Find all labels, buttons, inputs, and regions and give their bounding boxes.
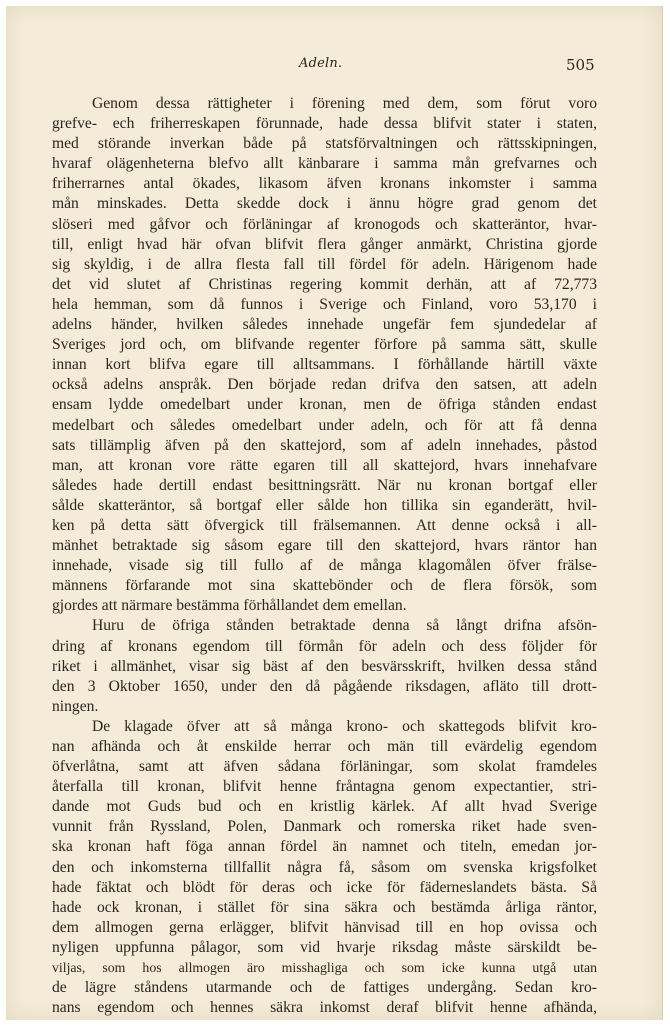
text-line: den och inkomsterna tillfallit några få, såsom om svenska krigsfolket xyxy=(52,858,597,876)
text-line: det vid slutet af Christinas regering kommit derhän, att af 72,773 xyxy=(52,275,597,293)
text-line: viljas, som hos allmogen äro misshagliga och som icke kunna utgå utan xyxy=(52,960,597,976)
text-line: medelbart och således omedelbart under adeln, och för att få denna xyxy=(52,416,597,434)
text-line: nyligen uppfunna pålagor, som vid hvarje riksdag måste särskildt be- xyxy=(52,938,597,956)
text-line: friherrarnes antal ökades, likasom äfven kronans inkomster i samma xyxy=(52,175,597,193)
text-line: också adelns anspråk. Den började redan drifva den satsen, att adeln xyxy=(52,376,597,394)
text-line: ensam lydde omedelbart under kronan, men de öfriga stånden endast xyxy=(52,396,597,414)
text-line: männens förfarande mot sina skattebönder och de flera försök, som xyxy=(52,577,597,595)
text-line: dande mot Guds bud och en kristlig kärlek. Af allt hvad Sverige xyxy=(52,798,597,816)
text-line: slöseri med gåfvor och förläningar af kronogods och skatteräntor, hvar- xyxy=(52,215,597,233)
text-line: sats tillämplig äfven på den skattejord, som af adeln innehades, påstod xyxy=(52,436,597,454)
text-line: nan afhända och åt enskilde herrar och män till evärdelig egendom xyxy=(52,738,597,755)
text-line: innan kort blifva egare till alltsammans. I förhållande härtill växte xyxy=(52,356,597,374)
text-line: De klagade öfver att så många krono- och skattegods blifvit kro- xyxy=(92,717,597,735)
text-line: ska kronan haft föga annan fördel än namnet och titeln, emedan jor- xyxy=(52,838,597,856)
text-line: gjordes att närmare bestämma förhållandet dem emellan. xyxy=(52,597,407,615)
text-line: ken på detta sätt öfvergick till frälsemannen. Att denne också i all- xyxy=(52,516,597,534)
text-line: till, enligt hvad här ofvan blifvit flera gånger anmärkt, Christina gjorde xyxy=(52,235,597,253)
book-page xyxy=(6,6,663,1020)
text-line: dring af kronans egendom till förmån för adeln och dess följder för xyxy=(52,637,597,655)
text-line: vunnit från Ryssland, Polen, Danmark och romerska riket hade sven- xyxy=(52,818,597,836)
text-line: sålde skatteräntor, så bortgaf eller sålde hon tillika sin eganderätt, hvil- xyxy=(52,496,597,514)
text-line: hade ock kronan, i stället för sina säkra och bestämda årliga räntor, xyxy=(52,898,597,916)
text-line: hvaraf olägenheterna blefvo allt känbarare i samma mån grefvarnes och xyxy=(52,155,597,173)
text-line: hela hemman, som då funnos i Sverige och Finland, voro 53,170 i xyxy=(52,295,597,313)
text-line: återfalla till kronan, blifvit henne fråntagna genom expectantier, stri- xyxy=(52,778,597,796)
text-line: Genom dessa rättigheter i förening med dem, som förut voro xyxy=(92,95,597,112)
text-line: nans egendom och hennes säkra inkomst deraf blifvit henne afhända, xyxy=(52,999,597,1017)
text-line: ningen. xyxy=(52,697,99,715)
text-line: Sveriges jord och, om blifvande regenter förfore på samma sätt, skulle xyxy=(52,336,597,354)
text-line: riket i allmänhet, visar sig bäst af den besvärsskrift, hvilken dessa stånd xyxy=(52,657,597,675)
text-line: hade fäktat och blödt för deras och icke för fäderneslandets bästa. Så xyxy=(52,878,597,896)
text-line: mån minskades. Detta skedde dock i ännu högre grad genom det xyxy=(52,195,597,213)
text-line: grefve- ech friherreskapen förunnade, hade dessa blifvit stater i staten, xyxy=(52,115,597,133)
text-line: den 3 Oktober 1650, under den då pågående riksdagen, afläto till drott- xyxy=(52,677,597,695)
text-line: Huru de öfriga stånden betraktade denna så långt drifna afsön- xyxy=(92,617,597,635)
text-line: dem allmogen gerna erlägger, blifvit hänvisad till en hop ovissa och xyxy=(52,918,597,936)
running-title: Adeln. xyxy=(299,56,343,71)
text-line: man, att kronan vore rätte egaren till all skattejord, hvars innehafvare xyxy=(52,456,597,474)
body-text xyxy=(52,94,597,1018)
text-line: öfverlåtna, samt att äfven sådana förläningar, som skolat framdeles xyxy=(52,758,597,776)
text-line: adelns händer, hvilken således innehade ungefär fem sjundedelar af xyxy=(52,316,597,334)
text-line: innehade, visade sig till fullo af de många klagomålen öfver frälse- xyxy=(52,557,597,575)
text-line: mänhet betraktade sig såsom egare till den skattejord, hvars räntor han xyxy=(52,537,597,555)
text-line: sig skyldig, i de allra flesta fall till fördel för adeln. Härigenom hade xyxy=(52,255,597,273)
text-line: med störande inverkan både på statsförvaltningen och rättsskipningen, xyxy=(52,135,597,153)
page-number: 505 xyxy=(566,56,595,74)
text-line: de lägre ståndens utarmande och de fattiges undergång. Sedan kro- xyxy=(52,979,597,997)
text-line: således hade dertill endast besittningsrätt. När nu kronan bortgaf eller xyxy=(52,476,597,494)
